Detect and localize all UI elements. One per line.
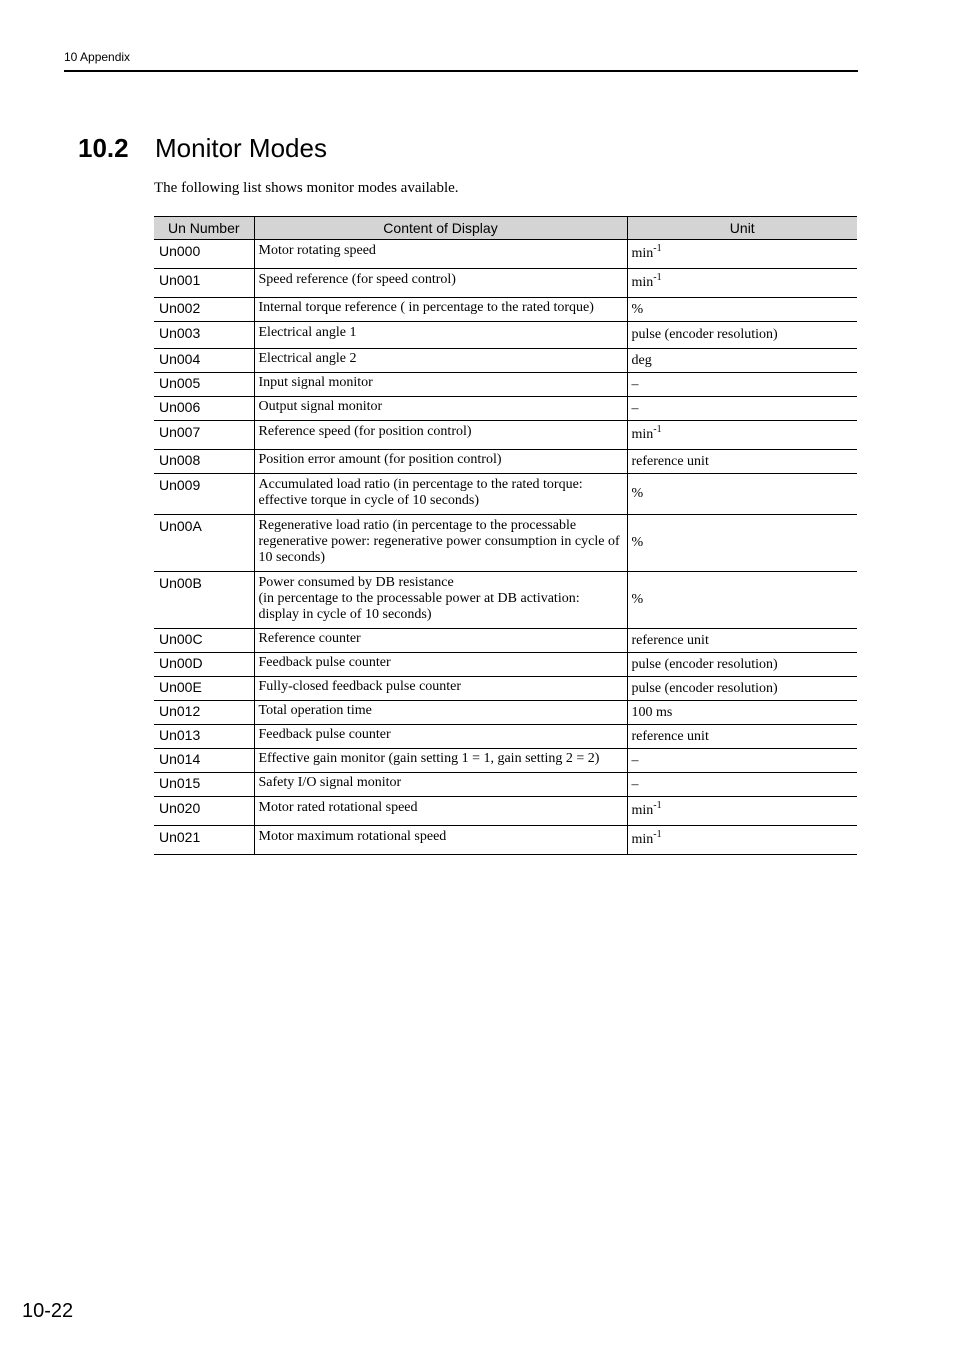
- section-title: Monitor Modes: [155, 133, 327, 163]
- un-number-cell: Un00B: [154, 572, 254, 629]
- table-row: [154, 474, 857, 515]
- table-row: [154, 298, 857, 322]
- section-number: 10.2: [78, 133, 129, 163]
- table-row: [154, 701, 857, 725]
- table-header-row: [154, 217, 857, 240]
- un-number-cell: Un001: [154, 269, 254, 298]
- content-cell: [254, 373, 627, 397]
- unit-text: –: [631, 752, 639, 768]
- content-cell: [254, 773, 627, 797]
- un-number-cell: Un00C: [154, 629, 254, 653]
- un-number-cell: Un009: [154, 474, 254, 515]
- content-text: Accumulated load ratio (in percentage to the rated torque: effective torque in cycle of 10 seconds): [258, 477, 583, 508]
- running-header: 10 Appendix: [64, 50, 131, 64]
- un-number-cell: Un012: [154, 701, 254, 725]
- unit-text: %: [631, 301, 644, 317]
- content-text: Fully-closed feedback pulse counter: [258, 679, 462, 694]
- unit-cell: [627, 826, 857, 855]
- content-cell: [254, 572, 627, 629]
- content-text: Electrical angle 2: [258, 351, 357, 366]
- content-text: Motor maximum rotational speed: [258, 829, 447, 844]
- content-text: Feedback pulse counter: [258, 655, 391, 670]
- table-row: [154, 773, 857, 797]
- column-header-un-number: Un Number: [154, 217, 254, 240]
- unit-cell: [627, 240, 857, 269]
- table-row: [154, 240, 857, 269]
- unit-text: –: [631, 400, 639, 416]
- unit-exponent: -1: [653, 424, 662, 435]
- unit-cell: [627, 749, 857, 773]
- unit-text: reference unit: [631, 453, 709, 469]
- unit-text: –: [631, 776, 639, 792]
- content-text: Output signal monitor: [258, 399, 383, 414]
- table-row: [154, 749, 857, 773]
- content-cell: [254, 269, 627, 298]
- unit-text: %: [631, 486, 644, 501]
- content-cell: [254, 515, 627, 572]
- un-number-cell: Un008: [154, 450, 254, 474]
- content-cell: [254, 322, 627, 349]
- table-row: [154, 826, 857, 855]
- unit-text: min: [631, 246, 654, 261]
- unit-exponent: -1: [653, 243, 662, 254]
- unit-text: 100 ms: [631, 704, 673, 720]
- content-cell: [254, 725, 627, 749]
- table-row: [154, 373, 857, 397]
- unit-text: pulse (encoder resolution): [631, 680, 778, 696]
- content-text: Power consumed by DB resistance (in percentage to the processable power at DB activation: display in cycle of 10 seconds): [258, 575, 580, 622]
- content-cell: [254, 474, 627, 515]
- unit-cell: [627, 397, 857, 421]
- content-cell: [254, 826, 627, 855]
- unit-text: –: [631, 376, 639, 392]
- table-row: [154, 725, 857, 749]
- unit-cell: [627, 797, 857, 826]
- column-header-content: Content of Display: [254, 217, 627, 240]
- unit-cell: [627, 269, 857, 298]
- content-text: Total operation time: [258, 703, 372, 718]
- unit-text: deg: [631, 352, 652, 368]
- un-number-cell: Un007: [154, 421, 254, 450]
- unit-cell: [627, 677, 857, 701]
- unit-text: %: [631, 592, 644, 607]
- un-number-cell: Un002: [154, 298, 254, 322]
- unit-text: reference unit: [631, 632, 709, 648]
- content-text: Position error amount (for position control): [258, 452, 502, 467]
- unit-cell: [627, 450, 857, 474]
- content-text: Internal torque reference ( in percentage to the rated torque): [258, 300, 594, 315]
- un-number-cell: Un006: [154, 397, 254, 421]
- intro-text: The following list shows monitor modes available.: [154, 180, 459, 196]
- table-row: [154, 629, 857, 653]
- table-body: [154, 240, 857, 855]
- column-header-unit: Unit: [627, 217, 857, 240]
- content-text: Safety I/O signal monitor: [258, 775, 402, 790]
- unit-exponent: -1: [653, 272, 662, 283]
- unit-cell: [627, 322, 857, 349]
- table-row: [154, 797, 857, 826]
- unit-text: reference unit: [631, 728, 709, 744]
- table-row: [154, 450, 857, 474]
- table-row: [154, 421, 857, 450]
- table-row: [154, 322, 857, 349]
- un-number-cell: Un00E: [154, 677, 254, 701]
- content-text: Motor rated rotational speed: [258, 800, 418, 815]
- content-text: Input signal monitor: [258, 375, 373, 390]
- unit-text: min: [631, 803, 654, 818]
- unit-text: min: [631, 275, 654, 290]
- un-number-cell: Un003: [154, 322, 254, 349]
- content-cell: [254, 701, 627, 725]
- content-text: Speed reference (for speed control): [258, 272, 456, 287]
- table-row: [154, 572, 857, 629]
- unit-cell: [627, 653, 857, 677]
- un-number-cell: Un00D: [154, 653, 254, 677]
- content-cell: [254, 653, 627, 677]
- unit-cell: [627, 515, 857, 572]
- content-cell: [254, 421, 627, 450]
- un-number-cell: Un020: [154, 797, 254, 826]
- unit-cell: [627, 773, 857, 797]
- content-cell: [254, 797, 627, 826]
- un-number-cell: Un013: [154, 725, 254, 749]
- table-row: [154, 653, 857, 677]
- table-row: [154, 397, 857, 421]
- unit-cell: [627, 349, 857, 373]
- content-text: Regenerative load ratio (in percentage to the processable regenerative power: regenerative power consumption in cycle of 10 seconds): [258, 518, 620, 565]
- table-row: [154, 349, 857, 373]
- un-number-cell: Un014: [154, 749, 254, 773]
- unit-text: min: [631, 427, 654, 442]
- content-cell: [254, 298, 627, 322]
- content-cell: [254, 240, 627, 269]
- un-number-cell: Un000: [154, 240, 254, 269]
- un-number-cell: Un005: [154, 373, 254, 397]
- unit-text: min: [631, 832, 654, 847]
- un-number-cell: Un015: [154, 773, 254, 797]
- un-number-cell: Un00A: [154, 515, 254, 572]
- table-row: [154, 269, 857, 298]
- unit-cell: [627, 373, 857, 397]
- content-text: Feedback pulse counter: [258, 727, 391, 742]
- unit-cell: [627, 421, 857, 450]
- unit-cell: [627, 474, 857, 515]
- unit-cell: [627, 701, 857, 725]
- unit-exponent: -1: [653, 829, 662, 840]
- table-row: [154, 515, 857, 572]
- content-text: Effective gain monitor (gain setting 1 = 1, gain setting 2 = 2): [258, 751, 600, 766]
- content-cell: [254, 349, 627, 373]
- content-text: Electrical angle 1: [258, 325, 357, 340]
- unit-text: %: [631, 535, 644, 550]
- content-cell: [254, 629, 627, 653]
- content-text: Reference speed (for position control): [258, 424, 472, 439]
- content-cell: [254, 677, 627, 701]
- table-row: [154, 677, 857, 701]
- un-number-cell: Un021: [154, 826, 254, 855]
- content-text: Reference counter: [258, 631, 361, 646]
- unit-text: pulse (encoder resolution): [631, 327, 778, 342]
- monitor-modes-table: [154, 216, 857, 855]
- unit-exponent: -1: [653, 800, 662, 811]
- unit-text: pulse (encoder resolution): [631, 656, 778, 672]
- content-cell: [254, 450, 627, 474]
- unit-cell: [627, 725, 857, 749]
- page-number: 10-22: [22, 1300, 74, 1322]
- un-number-cell: Un004: [154, 349, 254, 373]
- unit-cell: [627, 629, 857, 653]
- content-cell: [254, 397, 627, 421]
- content-text: Motor rotating speed: [258, 243, 376, 258]
- content-cell: [254, 749, 627, 773]
- header-rule: [64, 70, 858, 72]
- unit-cell: [627, 298, 857, 322]
- unit-cell: [627, 572, 857, 629]
- section-heading: [78, 131, 327, 165]
